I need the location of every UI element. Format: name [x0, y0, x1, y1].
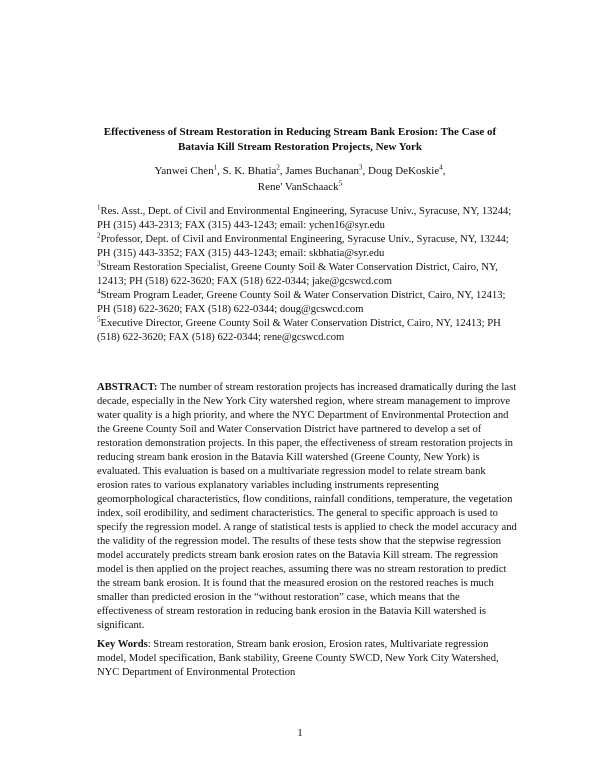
affiliation-mark: 2 [97, 231, 101, 240]
affiliation [97, 261, 517, 289]
affiliation-mark: 4 [97, 287, 101, 296]
author-name: Rene' VanSchaack [257, 181, 339, 193]
affiliation-text: Executive Director, Greene County Soil & Water Conservation District, Cairo, NY, 12413; PH (518) 622-3620; FAX (518) 622-0344; rene@gcswcd.com [97, 318, 501, 343]
affiliation-text: Res. Asst., Dept. of Civil and Environmental Engineering, Syracuse Univ., Syracuse, NY, 13244; PH (315) 443-2313; FAX (315) 443-1243; email: ychen16@syr.edu [97, 206, 512, 231]
affiliation-mark: 1 [97, 203, 101, 212]
keywords-text: : Stream restoration, Stream bank erosion, Erosion rates, Multivariate regression model, Model specification, Bank stability, Greene County SWCD, New York City Watershed, NYC Department of Environmental Protection [97, 639, 499, 678]
affiliation [97, 317, 517, 345]
affiliation-mark: 3 [97, 259, 101, 268]
author-mark: 4 [439, 163, 443, 172]
abstract [97, 381, 517, 633]
author-name: Yanwei Chen [154, 165, 214, 177]
affiliation-text: Stream Restoration Specialist, Greene County Soil & Water Conservation District, Cairo, NY, 12413; PH (518) 622-3620; FAX (518) 622-0344; jake@gcswcd.com [97, 262, 498, 287]
author-list: Yanwei Chen$^1$, S. K. Bhatia$^2$, James Buchanan$^3$, Doug DeKoskie$^4$, Rene' VanSchaack$^5$ [154, 163, 446, 193]
author-name: S. K. Bhatia [222, 165, 277, 177]
author-mark: 5 [338, 179, 343, 188]
page-number: 1 [297, 727, 303, 739]
affiliation [97, 289, 517, 317]
author-name: Doug DeKoskie [368, 165, 440, 177]
paper-title: Effectiveness of Stream Restoration in Reducing Stream Bank Erosion: The Case of Batavia Kill Stream Restoration Projects, New York [103, 126, 497, 153]
author-mark: 2 [276, 163, 280, 172]
affiliation-mark: 5 [97, 315, 101, 324]
abstract-text: The number of stream restoration projects has increased dramatically during the last decade, especially in the New York City watershed region, where stream management to improve water quality is a high priority, and where the NYC Department of Environmental Protection and the Greene County Soil and Water Conservation District have partnered to develop a set of restoration demonstration projects. In this paper, the effectiveness of stream restoration projects in reducing stream bank erosion in the Batavia Kill watershed (Greene County, New York) is evaluated. This evaluation is based on a multivariate regression model to relate stream bank erosion rates to various explanatory variables including instruments representing geomorphological characteristics, flow conditions, rainfall conditions, temperature, the vegetation index, soil erodibility, and sediment characteristics. The general to specific approach is used to specify the regression model. A range of statistical tests is applied to check the model accuracy and the validity of the regression model. The results of these tests show that the stepwise regression model accurately predicts stream bank erosion rates on the Batavia Kill stream. The regression model is then applied on the project reaches, assuming there was no stream restoration to predict the stream bank erosion. It is found that the measured erosion on the restored reaches is much smaller than predicted erosion in the “without restoration” case, which means that the effectiveness of stream restoration in reducing bank erosion in the Batavia Kill watershed is significant. [97, 382, 517, 631]
author-mark: 1 [213, 163, 218, 172]
affiliation-text: Stream Program Leader, Greene County Soil & Water Conservation District, Cairo, NY, 12413; PH (518) 622-3620; FAX (518) 622-0344; doug@gcswcd.com [97, 290, 506, 315]
keywords [97, 638, 517, 680]
abstract-label: ABSTRACT: [97, 382, 158, 393]
author-mark: 3 [359, 163, 363, 172]
affiliation-list [97, 205, 517, 345]
keywords-label: Key Words [97, 639, 148, 650]
author-name: James Buchanan [285, 165, 360, 177]
affiliation-text: Professor, Dept. of Civil and Environmental Engineering, Syracuse Univ., Syracuse, NY, 13244; PH (315) 443-3352; FAX (315) 443-1243; email: skbhatia@syr.edu [97, 234, 509, 259]
affiliation [97, 205, 517, 233]
affiliation [97, 233, 517, 261]
